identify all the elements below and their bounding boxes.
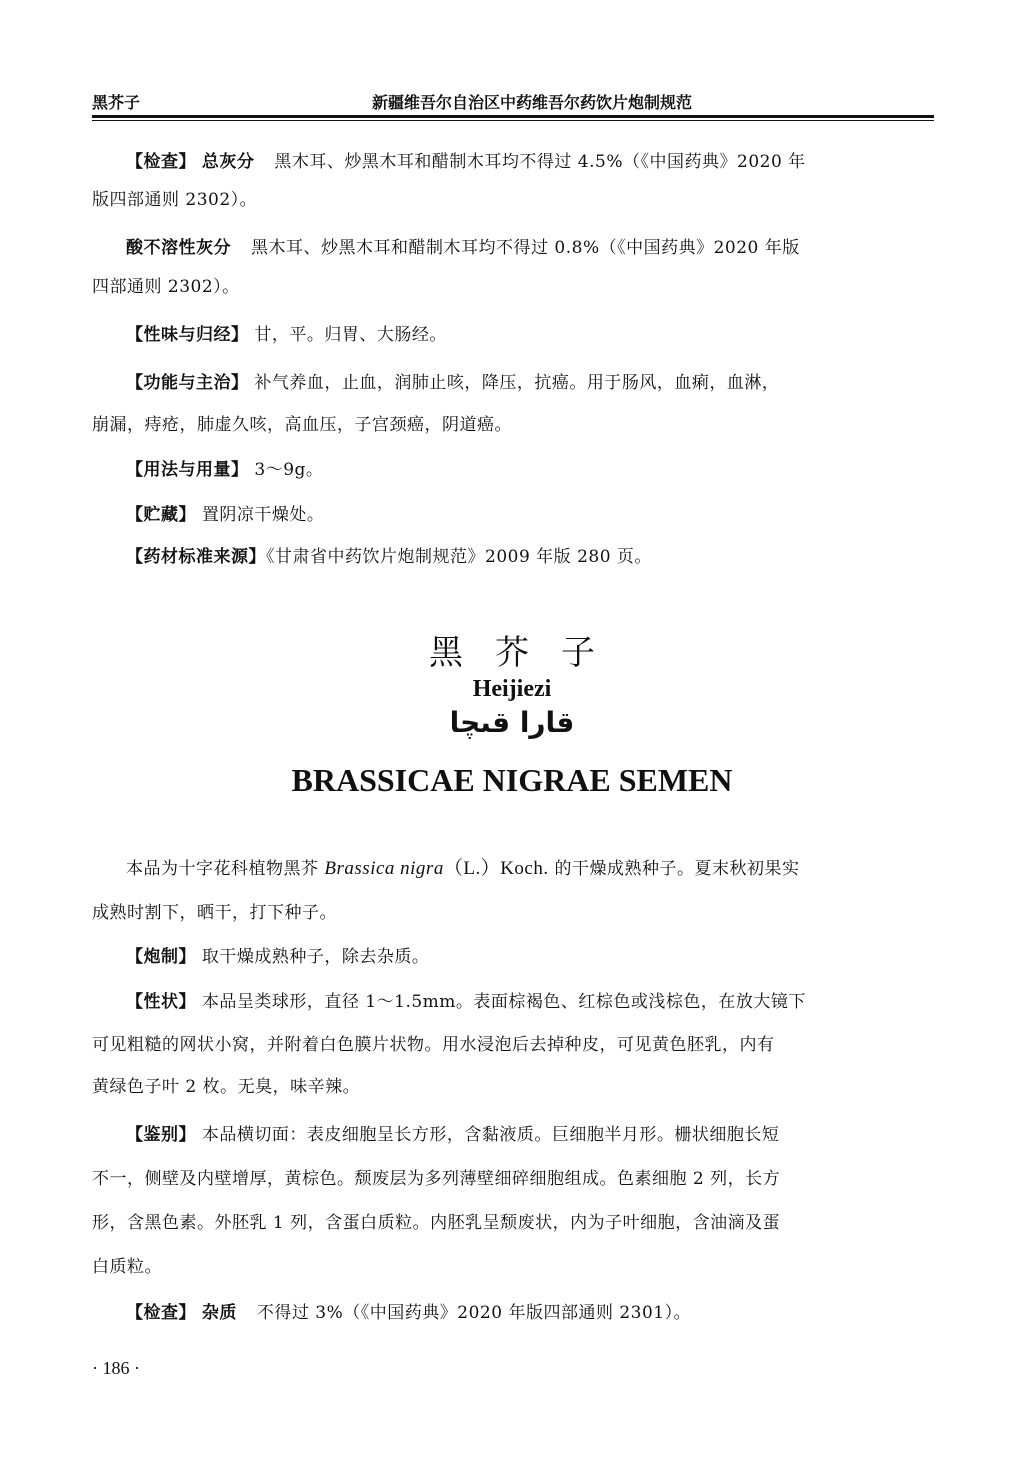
storage-section [92,496,934,534]
body-text: 崩漏，痔疮，肺虚久咳，高血压，子宫颈癌，阴道癌。 [92,415,512,435]
check-acid-insoluble-ash-cont [92,268,934,306]
entry-intro-cont [92,894,934,932]
body-text: 甘，平。归胃、大肠经。 [254,325,447,345]
nature-section [92,316,934,354]
description-line-2 [92,1026,934,1064]
body-text: 补气养血，止血，润肺止咳，降压，抗癌。用于肠风，血痢，血淋， [254,373,780,393]
page-number: · 186 · [92,1358,140,1378]
body-text: 黑木耳、炒黑木耳和醋制木耳均不得过 0.8%（《中国药典》2020 年版 [251,238,800,258]
header-rule-thin [92,120,934,121]
identification-line-2 [92,1160,934,1198]
body-text: 不一，侧壁及内壁增厚，黄棕色。颓废层为多列薄壁细碎细胞组成。色素细胞 2 列，长方 [92,1169,781,1189]
header-book-title: 新疆维吾尔自治区中药维吾尔药饮片炮制规范 [371,93,692,112]
section-label: 【药材标准来源】 [126,547,266,567]
body-text: 黄绿色子叶 2 枚。无臭，味辛辣。 [92,1077,361,1097]
description-line-3 [92,1068,934,1106]
function-section [92,364,934,402]
body-text: 本品呈类球形，直径 1～1.5mm。表面棕褐色、红棕色或浅棕色，在放大镜下 [201,992,806,1012]
identification-line-4 [92,1248,934,1286]
function-section-cont [92,406,934,444]
entry-title-uyghur: قارا قىچا [449,706,575,739]
body-text: 不得过 3%（《中国药典》2020 年版四部通则 2301）。 [256,1303,692,1323]
body-text: 《甘肃省中药饮片炮制规范》2009 年版 280 页。 [266,547,652,567]
section-label: 【炮制】 [126,947,196,967]
entry-title-latin: BRASSICAE NIGRAE SEMEN [291,762,733,798]
subsection-label: 总灰分 [201,152,255,172]
check-total-ash-cont [92,181,934,219]
subsection-label: 杂质 [201,1303,237,1323]
body-text: 四部通则 2302）。 [92,277,240,297]
body-text: 成熟时割下，晒干，打下种子。 [92,903,337,923]
check-impurities [92,1294,934,1332]
body-text: 本品横切面：表皮细胞呈长方形，含黏液质。巨细胞半月形。栅状细胞长短 [201,1125,780,1145]
check-acid-insoluble-ash [92,229,934,267]
section-label: 【贮藏】 [126,505,196,525]
header-rule-thick [92,115,934,118]
usage-section [92,451,934,489]
body-text: 形，含黑色素。外胚乳 1 列，含蛋白质粒。内胚乳呈颓废状，内为子叶细胞，含油滴及蛋 [92,1213,781,1233]
source-section [92,538,934,576]
description-section [92,983,934,1021]
section-label: 【性状】 [126,992,196,1012]
body-text: 的干燥成熟种子。夏末秋初果实 [554,859,800,879]
body-text: 置阴凉干燥处。 [201,505,325,525]
body-text: 白质粒。 [92,1257,162,1277]
entry-title-chinese: 黑芥子 [429,633,627,673]
section-label: 【性味与归经】 [126,325,249,345]
body-text: 版四部通则 2302）。 [92,190,258,210]
body-text: 取干燥成熟种子，除去杂质。 [201,947,430,967]
entry-title-pinyin: Heijiezi [472,676,552,702]
section-label: 【功能与主治】 [126,373,249,393]
species-name: Brassica nigra [324,858,444,879]
body-text: 黑木耳、炒黑木耳和醋制木耳均不得过 4.5%（《中国药典》2020 年 [274,152,806,172]
body-text: 本品为十字花科植物黑芥 [126,859,319,879]
section-label: 【鉴别】 [126,1125,196,1145]
entry-intro [92,850,934,888]
section-label: 【用法与用量】 [126,460,249,480]
section-label: 【检查】 [126,152,196,172]
header-entry-name: 黑芥子 [92,93,141,112]
section-label: 【检查】 [126,1303,196,1323]
body-text: 3～9g。 [254,460,324,480]
processing-section [92,938,934,976]
identification-line-3 [92,1204,934,1242]
species-author: （L.）Koch. [443,858,549,879]
check-total-ash [92,143,934,181]
subsection-label: 酸不溶性灰分 [126,238,231,258]
identification-section [92,1116,934,1154]
running-header [92,88,934,114]
body-text: 可见粗糙的网状小窝，并附着白色膜片状物。用水浸泡后去掉种皮，可见黄色胚乳，内有 [92,1035,775,1055]
